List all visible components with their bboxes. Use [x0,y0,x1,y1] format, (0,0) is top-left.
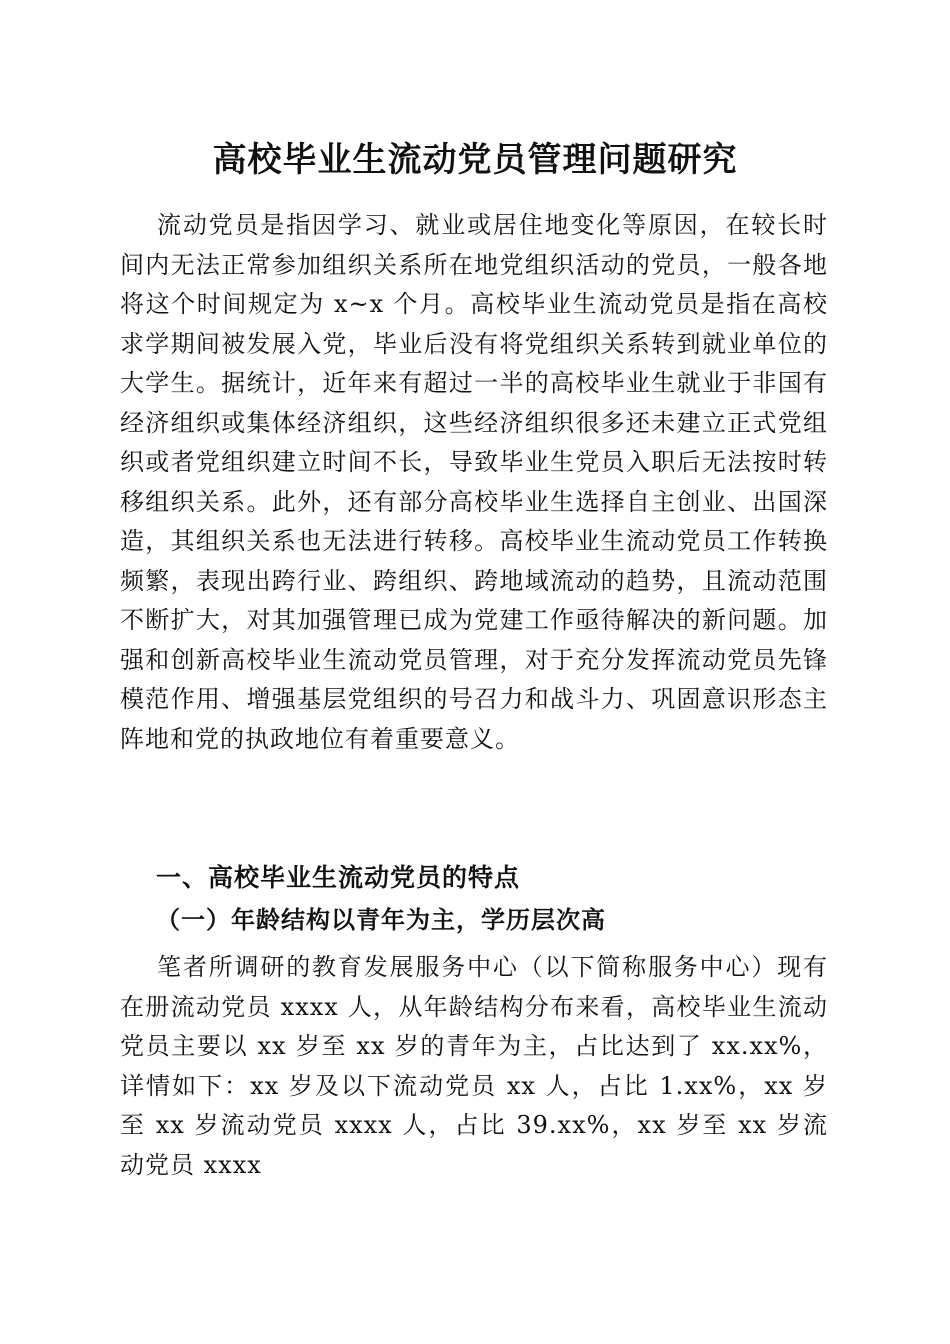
subsection-paragraph: 笔者所调研的教育发展服务中心（以下简称服务中心）现有在册流动党员 xxxx 人，从年龄结构分布来看，高校毕业生流动党员主要以 xx 岁至 xx 岁的青年为主，占比达到了 xx.xx%，详情如下：xx 岁及以下流动党员 xx 人，占比 1.xx%，xx 岁至 xx 岁流动党员 xxxx 人，占比 39.xx%，xx 岁至 xx 岁流动党员 xxxx [120,953,828,1179]
intro-paragraph: 流动党员是指因学习、就业或居住地变化等原因，在较长时间内无法正常参加组织关系所在地党组织活动的党员，一般各地将这个时间规定为 x~x 个月。高校毕业生流动党员是指在高校求学期间被发展入党，毕业后没有将党组织关系转到就业单位的大学生。据统计，近年来有超过一半的高校毕业生就业于非国有经济组织或集体经济组织，这些经济组织很多还未建立正式党组织或者党组织建立时间不长，导致毕业生党员入职后无法按时转移组织关系。此外，还有部分高校毕业生选择自主创业、出国深造，其组织关系也无法进行转移。高校毕业生流动党员工作转换频繁，表现出跨行业、跨组织、跨地域流动的趋势，且流动范围不断扩大，对其加强管理已成为党建工作亟待解决的新问题。加强和创新高校毕业生流动党员管理，对于充分发挥流动党员先锋模范作用、增强基层党组织的号召力和战斗力、巩固意识形态主阵地和党的执政地位有着重要意义。 [120,211,828,753]
document-title: 高校毕业生流动党员管理问题研究 [212,140,738,180]
section-heading: 一、高校毕业生流动党员的特点 [156,863,521,892]
subsection-heading: （一）年龄结构以青年为主，学历层次高 [156,905,606,934]
